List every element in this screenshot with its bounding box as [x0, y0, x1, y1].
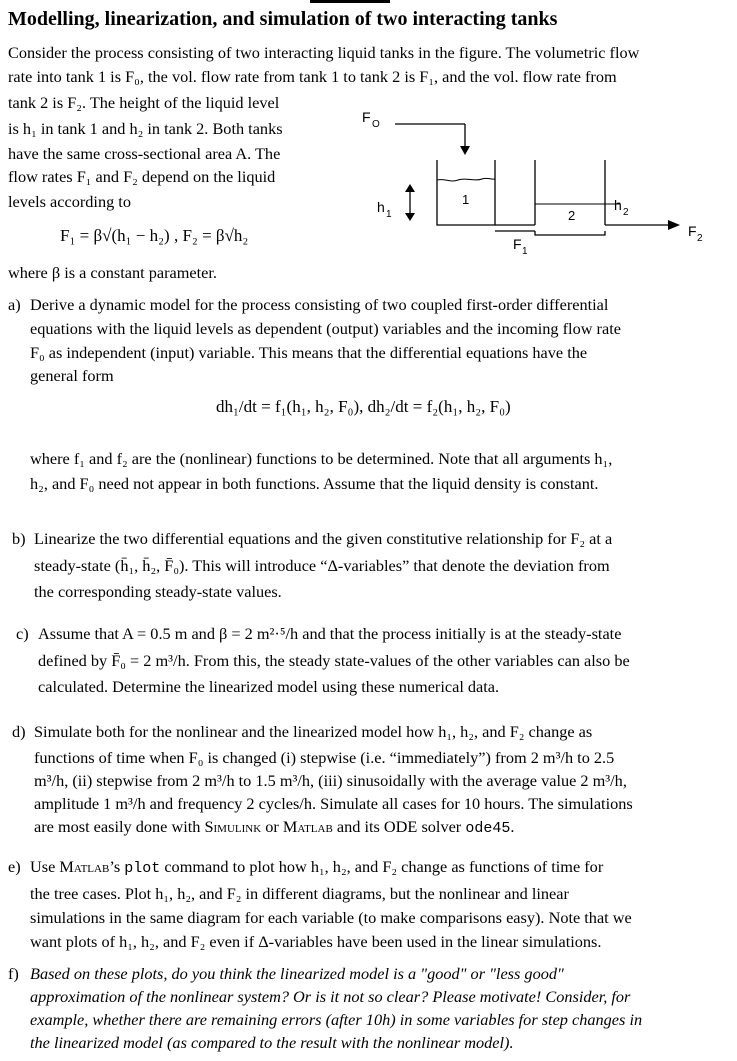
constitutive-equation: F₁ = β√(h₁ − h₂) , F₂ = β√h₂: [60, 226, 249, 245]
item-a-line-1: Derive a dynamic model for the process consisting of two coupled first-order differential: [30, 295, 609, 314]
item-d-line-3: m³/h, (ii) stepwise from 2 m³/h to 1.5 m³/h, (iii) sinusoidally with the average value 2 m³/h,: [34, 771, 627, 790]
intro-line-2: rate into tank 1 is F₀, the vol. flow rate from tank 1 to tank 2 is F₁, and the vol. flow rate from: [8, 67, 617, 86]
svg-text:2: 2: [623, 207, 629, 218]
intro-line-1: Consider the process consisting of two interacting liquid tanks in the figure. The volumetric flow: [8, 43, 640, 62]
item-f-line-4: the linearized model (as compared to the result with the nonlinear model).: [30, 1033, 514, 1052]
item-a-label: a): [8, 295, 21, 314]
item-e-line-1: Use Matlab’s plot command to plot how h₁, h₂, and F₂ change as functions of time for: [30, 857, 604, 877]
simulink-text: Simulink: [204, 817, 262, 836]
item-a-line-6: h₂, and F₀ need not appear in both functions. Assume that the liquid density is constant.: [30, 474, 599, 493]
svg-text:O: O: [372, 119, 380, 130]
item-f-line-3: example, whether there are remaining errors (after 10h) in some variables for step changes in: [30, 1010, 643, 1029]
ode45-code: ode45: [465, 820, 511, 837]
where-beta-text: where β is a constant parameter.: [8, 263, 218, 282]
item-e-line-2: the tree cases. Plot h₁, h₂, and F₂ in different diagrams, but the nonlinear and linear: [30, 884, 569, 903]
item-d-line-1: Simulate both for the nonlinear and the linearized model how h₁, h₂, and F₂ change as: [34, 722, 593, 741]
item-b-line-2: steady-state (h̄₁, h̄₂, F̄₀). This will introduce “Δ-variables” that denote the deviation from: [34, 556, 610, 575]
f2-label: F: [688, 223, 697, 239]
intro-line-3: tank 2 is F₂. The height of the liquid level: [8, 93, 280, 112]
item-a-line-4: general form: [30, 366, 114, 385]
item-f-label: f): [8, 964, 19, 983]
item-e-line-3: simulations in the same diagram for each variable (to make comparisons easy). Note that we: [30, 908, 632, 927]
f0-label: F: [362, 109, 371, 125]
item-c-label: c): [16, 624, 29, 643]
h1-label: h: [377, 199, 385, 215]
item-e-label: e): [8, 857, 21, 876]
intro-line-6: flow rates F₁ and F₂ depend on the liquid: [8, 167, 276, 186]
h2-label: h: [614, 197, 622, 213]
item-e: [8, 855, 718, 955]
two-tank-figure: [340, 100, 720, 270]
tank-1-label: 1: [462, 192, 470, 207]
top-rule: [310, 0, 390, 3]
item-d: [12, 720, 722, 840]
page-title: Modelling, linearization, and simulation of two interacting tanks: [8, 8, 558, 30]
intro-line-4: is h₁ in tank 1 and h₂ in tank 2. Both tanks: [8, 119, 283, 138]
matlab-text: Matlab: [59, 857, 110, 876]
item-a-line-5: where f₁ and f₂ are the (nonlinear) functions to be determined. Note that all arguments h₁,: [30, 449, 613, 468]
item-a: [8, 293, 713, 503]
item-b-line-1: Linearize the two differential equations and the given constitutive relationship for F₂ at a: [34, 529, 613, 548]
svg-text:1: 1: [522, 246, 528, 257]
item-f-line-2: approximation of the nonlinear system? Or is it not so clear? Please motivate! Consider, for: [30, 987, 631, 1006]
matlab-text: Matlab: [282, 817, 333, 836]
item-e-line-4: want plots of h₁, h₂, and F₂ even if Δ-variables have been used in the linear simulations.: [30, 932, 602, 951]
f1-label: F: [513, 236, 522, 252]
item-b-line-3: the corresponding steady-state values.: [34, 582, 282, 601]
item-d-label: d): [12, 722, 26, 741]
item-d-line-4: amplitude 1 m³/h and frequency 2 cycles/h. Simulate all cases for 10 hours. The simulations: [34, 794, 633, 813]
intro-line-7: levels according to: [8, 192, 131, 211]
tank-2-label: 2: [568, 208, 576, 223]
item-b-label: b): [12, 529, 26, 548]
item-a-line-2: equations with the liquid levels as dependent (output) variables and the incoming flow rate: [30, 319, 621, 338]
plot-code: plot: [124, 860, 161, 877]
item-c-line-3: calculated. Determine the linearized model using these numerical data.: [38, 677, 500, 696]
item-d-line-2: functions of time when F₀ is changed (i) stepwise (i.e. “immediately”) from 2 m³/h to 2.5: [34, 748, 615, 767]
item-a-equation: dh₁/dt = f₁(h₁, h₂, F₀), dh₂/dt = f₂(h₁, h₂, F₀): [216, 397, 511, 416]
item-c: [16, 622, 726, 702]
item-a-line-3: F₀ as independent (input) variable. This means that the differential equations have the: [30, 343, 588, 362]
item-c-line-2: defined by F̄₀ = 2 m³/h. From this, the steady state-values of the other variables can also be: [38, 651, 630, 670]
item-d-line-5: are most easily done with Simulink or Matlab and its ODE solver ode45.: [34, 817, 515, 837]
svg-text:2: 2: [697, 233, 703, 244]
item-c-line-1: Assume that A = 0.5 m and β = 2 m²·⁵/h and that the process initially is at the steady-state: [38, 624, 622, 643]
intro-line-5: have the same cross-sectional area A. The: [8, 144, 281, 163]
item-f: [8, 962, 718, 1057]
item-b: [12, 527, 722, 607]
item-f-line-1: Based on these plots, do you think the linearized model is a "good" or "less good": [30, 964, 564, 983]
svg-text:1: 1: [386, 209, 392, 220]
